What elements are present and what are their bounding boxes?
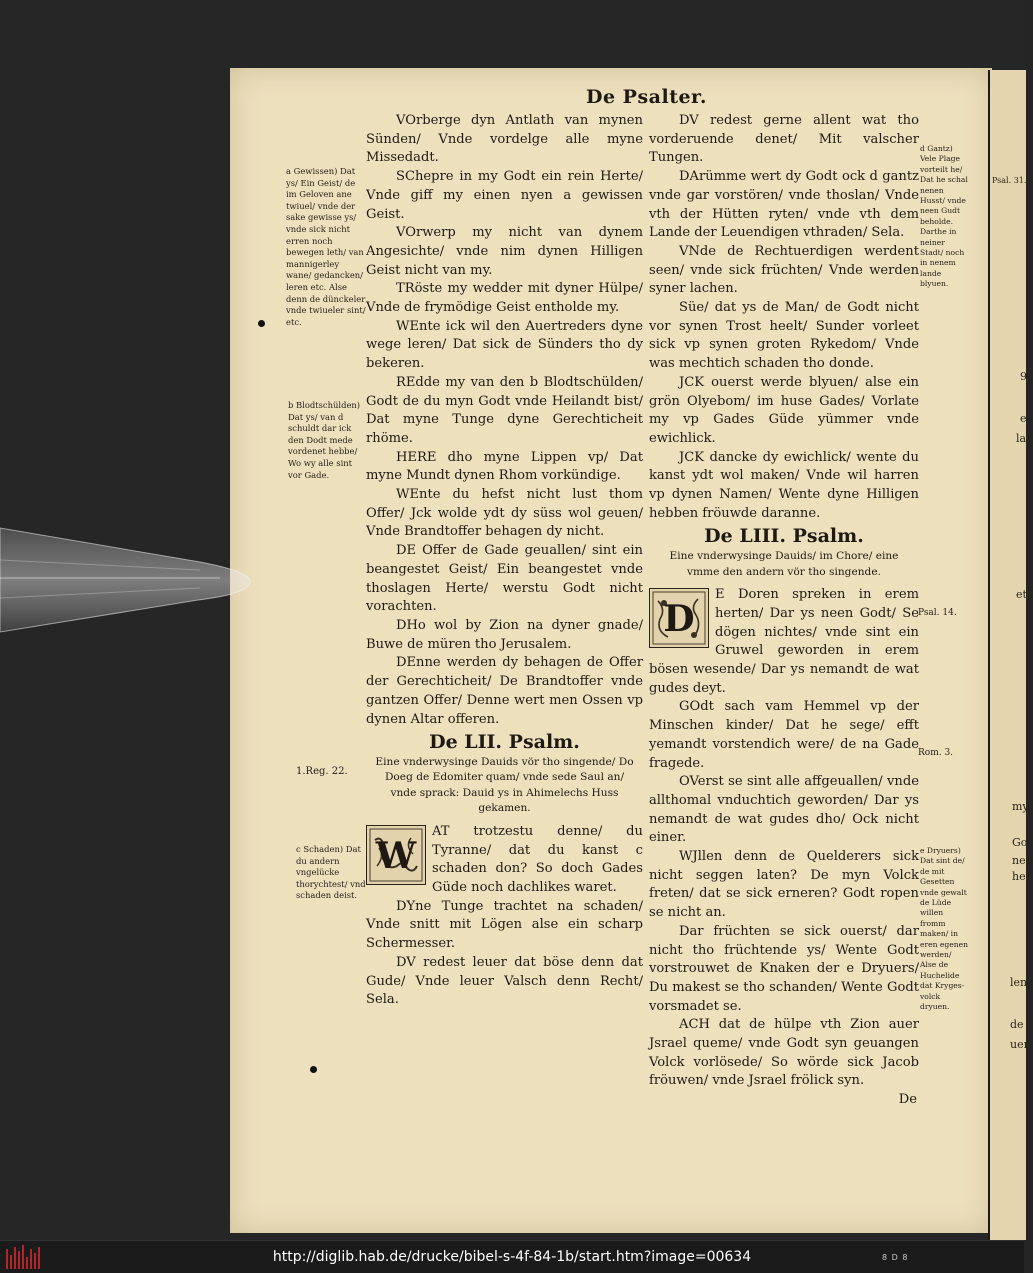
facing-page-edge [988, 70, 1033, 1240]
facing-page-fragment: my [1012, 800, 1029, 813]
left-text-column [366, 112, 643, 1010]
verse: ACH dat de hülpe vth Zion auer Jsrael queme/ vnde Godt syn geuangen Volck vorlösede/ So wörde sick Jacob fröuwen/ vnde Jsrael frölick syn. [649, 1017, 919, 1089]
facing-page-fragment: hef [1012, 870, 1030, 883]
initial-letter: D [663, 598, 695, 641]
page-header: De Psalter. [586, 86, 707, 108]
verse: DV redest gerne allent wat tho vorderuende denet/ Mit valscher Tungen. [649, 113, 919, 166]
initial-letter: W [375, 834, 417, 877]
verse: Süe/ dat ys de Man/ de Godt nicht vor synen Trost heelt/ Sunder vorleet sick vp synen groten Rykedom/ Vnde was mechtich schaden tho donde. [649, 300, 919, 372]
verse: Dar früchten se sick ouerst/ dar nicht tho früchtende ys/ Wente Godt vorstrouwet de Knaken der e Dryuers/ Du makest se tho schanden/ Wente Godt vorsmadet se. [649, 923, 919, 1014]
psalm-53-subtitle: Eine vnderwysinge Dauids/ im Chore/ eine vmme den andern vör tho singende. [669, 550, 899, 578]
verse: JCK ouerst werde blyuen/ alse ein grön Olyebom/ im huse Gades/ Vorlate my vp Gades Güde yümmer vnde ewichlick. [649, 374, 919, 446]
verse: WEnte du hefst nicht lust thom Offer/ Jck wolde ydt dy süss wol geuen/ Vnde Brandtoffer behagen dy nicht. [366, 487, 643, 540]
facing-page-fragment: nen [1012, 854, 1033, 867]
psalm-52-title: De LII. Psalm. [429, 731, 580, 754]
verse: OVerst se sint alle affgeuallen/ vnde allthomal vnduchtich geworden/ Dar ys nemandt de wat gudes dho/ Ock nicht einer. [649, 774, 919, 846]
verse: VNde de Rechtuerdigen werdent seen/ vnde sick früchten/ Vnde werden syner lachen. [649, 243, 919, 297]
psalm-52-subtitle: Eine vnderwysinge Dauids vör tho singende/ Do Doeg de Edomiter quam/ vnde sede Saul an/ vnde sprack: Dauid ys in Ahimelechs Huss gekamen. [375, 755, 634, 815]
ink-dot [310, 1066, 317, 1073]
facing-page-fragment: etc [1016, 588, 1033, 601]
decorated-initial-d [649, 588, 709, 648]
verse: VOrwerp my nicht van dynem Angesichte/ vnde nim dynen Hilligen Geist nicht van my. [366, 225, 643, 278]
scanned-page [230, 68, 992, 1233]
catchword: De [898, 1092, 917, 1108]
page-weight-clip [0, 520, 255, 640]
verse: VOrberge dyn Antlath van mynen Sünden/ Vnde vordelge alle myne Missedadt. [366, 113, 643, 166]
facing-page-fragment: de [1010, 1018, 1024, 1031]
verse: DHo wol by Zion na dyner gnade/ Buwe de müren tho Jerusalem. [366, 617, 643, 652]
ink-dot [258, 320, 265, 327]
page-url[interactable]: http://diglib.hab.de/drucke/bibel-s-4f-84-1b/start.htm?image=00634 [272, 1249, 752, 1265]
facing-page-fragment: Psal. 31. [992, 176, 1027, 185]
verse: DYne Tunge trachtet na schaden/ Vnde snitt mit Lögen alse ein scharp Schermesser. [366, 898, 643, 952]
margin-note-a: a Gewissen) Dat ys/ Ein Geist/ de im Geloven ane twiuel/ vnde der sake gewisse ys/ vnde sick nicht erren noch bewegen leth/ van mannigerley wane/ gedancken/ leren etc. Alse denn de dünckeler vnde twiueler sint/ etc. [286, 166, 366, 327]
margin-ref-rom3: Rom. 3. [918, 748, 954, 758]
margin-note-d: d Gantz) Vele Plage vorteilt he/ Dat he schal nenen Husst/ vnde neen Gudt beholde. Darthe in neiner Stadt/ noch in nenem lande blyuen. [920, 144, 968, 289]
margin-note-c: c Schaden) Dat du andern vngelücke thorychtest/ vnd schaden deist. [296, 844, 366, 901]
url-bar [0, 1240, 1024, 1273]
verse: GOdt sach vam Hemmel vp der Minschen kinder/ Dat he sege/ efft yemandt vorstendich were/ de na Gade fragede. [649, 699, 919, 771]
status-indicator: 8 D 8 [882, 1253, 909, 1262]
facing-page-fragment: uen [1010, 1038, 1031, 1051]
verse: WEnte ick wil den Auertreders dyne wege leren/ Dat sick de Sünders tho dy bekeren. [366, 318, 643, 372]
verse: DEnne werden dy behagen de Offer der Gerechticheit/ De Brandtoffer vnde gantzen Offer/ Denne wert men Ossen vp dynen Altar offeren. [366, 655, 643, 727]
verse: WJllen denn de Quelderers sick nicht seggen laten? De myn Volck freten/ dat se sick erneren? Godt ropen se nicht an. [649, 849, 919, 921]
facing-page-fragment: la [1016, 432, 1027, 445]
verse: DE Offer de Gade geuallen/ sint ein beangestet Geist/ Ein beangestet vnde thoslagen Herte/ werstu Godt nicht vorachten. [366, 543, 643, 615]
margin-ref-psal14: Psal. 14. [918, 608, 957, 618]
margin-note-e: e Dryuers) Dat sint de/ de mit Gesetten vnde gewalt de Lüde willen fromm maken/ in eren egenen werden/ Alse de Huchelide dat Kryges-volck dryuen. [920, 846, 969, 1012]
verse: HERE dho myne Lippen vp/ Dat myne Mundt dynen Rhom vorkündige. [366, 449, 643, 484]
facing-page-fragment: e [1020, 412, 1027, 425]
right-text-column [649, 112, 919, 1110]
facing-page-fragment: Go [1012, 836, 1028, 849]
verse: JCK dancke dy ewichlick/ wente du kanst ydt wol maken/ Vnde wil harren vp dynen Namen/ Wente dyne Hilligen hebben fröuwde daranne. [649, 449, 919, 521]
verse: AT trotzestu denne/ du Tyranne/ dat du kanst c schaden don? So doch Gades Güde noch dachlikes waret. [432, 823, 643, 896]
facing-page-fragment: 9 [1020, 370, 1027, 383]
decorated-initial-w [366, 825, 426, 885]
verse: DV redest leuer dat böse denn dat Gude/ Vnde leuer Valsch denn Recht/ Sela. [366, 954, 643, 1008]
facing-page-fragment: len. [1010, 976, 1031, 989]
psalm-53-title: De LIII. Psalm. [704, 525, 864, 548]
verse: SChepre in my Godt ein rein Herte/ Vnde giff my einen nyen a gewissen Geist. [366, 169, 643, 222]
verse: TRöste my wedder mit dyner Hülpe/ Vnde de frymödige Geist entholde my. [366, 281, 643, 316]
verse: E Doren spreken in erem herten/ Dar ys neen Godt/ Se dögen nichtes/ vnde sint ein Gruwel geworden in erem bösen wesende/ Dar ys nemandt de wat gudes deyt. [649, 587, 919, 696]
margin-ref-1reg: 1.Reg. 22. [296, 766, 348, 777]
margin-note-b: b Blodtschülden) Dat ys/ van d schuldt dar ick den Dodt mede vordenet hebbe/ Wo wy alle sint vor Gade. [288, 400, 361, 480]
verse: REdde my van den b Blodtschülden/ Godt de du myn Godt vnde Heilandt bist/ Dat myne Tunge dyne Gerechticheit rhöme. [366, 374, 643, 446]
verse: DArümme wert dy Godt ock d gantz vnde gar vorstören/ vnde thoslan/ Vnde vth der Hütten ryten/ vnde vth dem Lande der Leuendigen vthraden/ Sela. [649, 169, 919, 241]
